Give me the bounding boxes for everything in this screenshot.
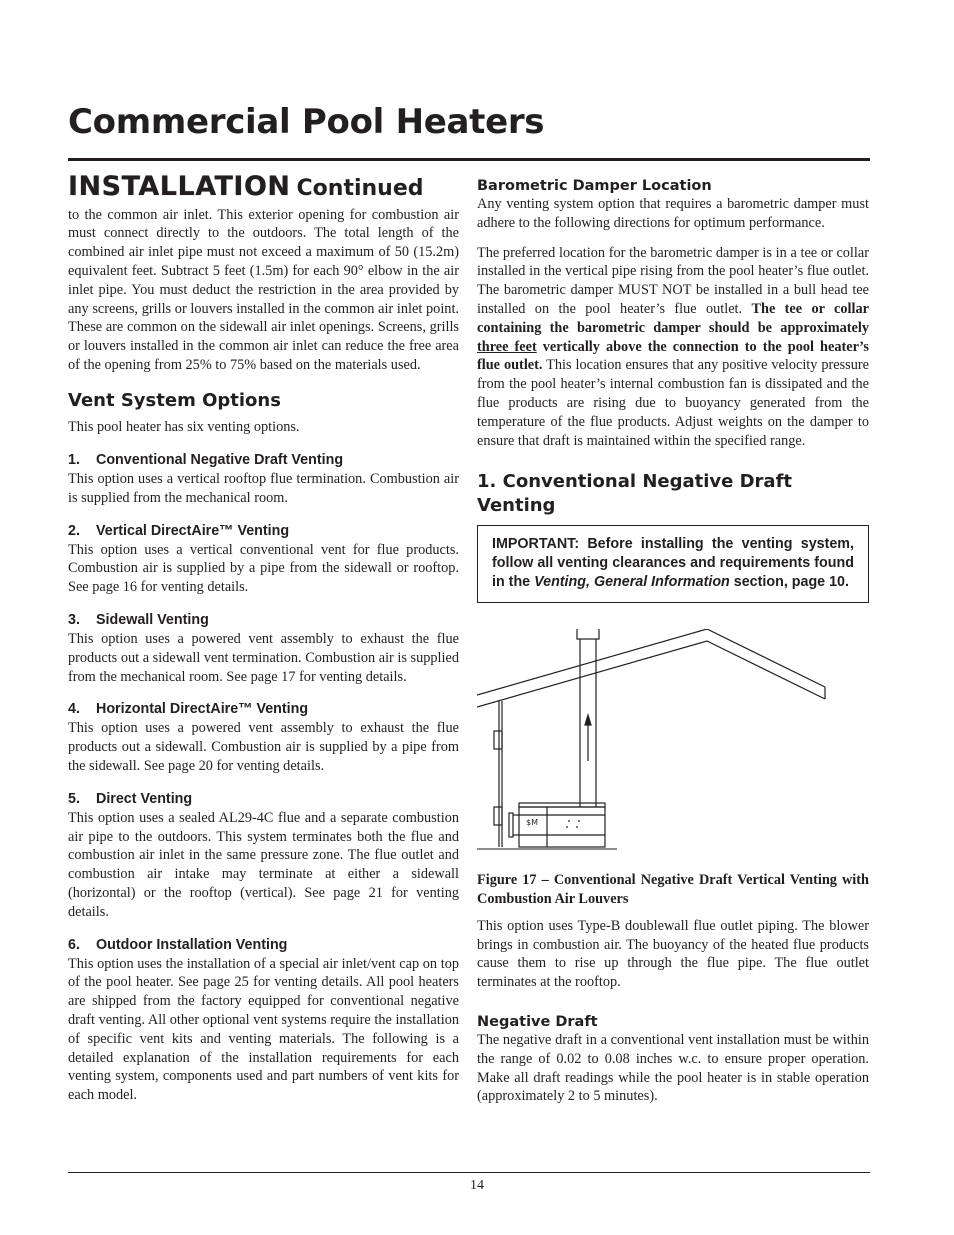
page-number: 14: [470, 1178, 484, 1193]
option-4-body: This option uses a powered vent assembly to exhaust the flue products out a sidewall. Combustion air is supplied by a pipe from the sidewall. See page 20 for venting details.: [68, 720, 459, 775]
roof-outer-line: [477, 629, 825, 695]
option-6-title: 6. Outdoor Installation Venting: [68, 936, 288, 953]
negative-draft-text: The negative draft in a conventional vent installation must be within the range of 0.02 to 0.08 inches w.c. to ensure proper operation. Make all draft readings while the pool heater is in stable operation (approximately 2 to 5 minutes).: [477, 1031, 869, 1105]
option-5-body: This option uses a sealed AL29-4C flue and a separate combustion air pipe to the outdoors. This system terminates both the flue and combustion air inlet in the same pressure zone. The flue outlet and combustion air intake may terminate at either a sidewall (horizontal) or the rooftop (vertical). See page 21 for venting details.: [68, 809, 459, 920]
option-1-body: This option uses a vertical rooftop flue termination. Combustion air is supplied from the mechanical room.: [68, 471, 459, 506]
option-2-title: 2. Vertical DirectAire™ Venting: [68, 522, 290, 539]
roof-inner-line: [477, 641, 825, 707]
page-title: Commercial Pool Heaters: [68, 102, 545, 142]
option-2-body: This option uses a vertical conventional vent for flue products. Combustion air is supplied by a pipe from the sidewall or rooftop. See page 16 for venting details.: [68, 541, 459, 596]
figure-description: This option uses Type-B doublewall flue outlet piping. The blower brings in combustion air. The buoyancy of the heated flue products cause them to rise up through the flue pipe. The flue outlet terminates at the rooftop.: [477, 917, 869, 991]
heater-badge: $M: [526, 818, 538, 828]
section-title: [68, 172, 459, 202]
option-4-title: 4. Horizontal DirectAire™ Venting: [68, 701, 309, 718]
section-title-suffix: Continued: [296, 176, 424, 201]
upper-louver: [494, 731, 502, 749]
option-1-title: 1. Conventional Negative Draft Venting: [68, 452, 344, 469]
vent-cap: [577, 629, 599, 639]
option-5-title: 5. Direct Venting: [68, 790, 193, 807]
conventional-venting-heading: 1. Conventional Negative Draft Venting: [477, 471, 792, 516]
venting-diagram: [477, 629, 869, 853]
important-notice: IMPORTANT: Before installing the venting system, follow all venting clearances and requirements found in the Venting, General Information section, page 10.: [477, 525, 869, 603]
vent-intro: This pool heater has six venting options.: [68, 419, 300, 436]
intro-paragraph: to the common air inlet. This exterior opening for combustion air must connect directly to the outdoors. The total length of the combined air inlet pipe must not exceed a maximum of 50 (15.2m) equivalent feet. Subtract 5 feet (1.5m) for each 90° elbow in the air inlet pipe. You must deduct the restriction in the area provided by any screens, grills or louvers installed in the common air inlet point. These are common on the sidewall air inlet openings. Screens, grills or louvers installed in the common air inlet can reduce the free area of the opening from 25% to 75% based on the materials used.: [68, 206, 459, 374]
lower-louver: [494, 807, 502, 825]
header-rule: [68, 158, 870, 161]
pool-heater-body: [519, 807, 605, 847]
venting-figure: [477, 629, 869, 853]
right-column: [477, 178, 869, 1106]
damper-paragraph-1: Any venting system option that requires a barometric damper must adhere to the following directions for optimum performance.: [477, 196, 869, 231]
section-title-main: INSTALLATION: [68, 171, 291, 202]
footer-rule: [68, 1172, 870, 1173]
option-6-body: This option uses the installation of a special air inlet/vent cap on top of the pool heater. See page 25 for venting details. All pool heaters are shipped from the factory equipped for conventional negative draft venting. All other optional vent systems require the installation of specific vent kits and venting materials. The following is a detailed explanation of the installation requirements for each venting system, components used and part numbers of vent kits for each model.: [68, 955, 459, 1104]
option-3-body: This option uses a powered vent assembly to exhaust the flue products out a sidewall vent termination. Combustion air is supplied from the mechanical room. See page 17 for venting details.: [68, 631, 459, 685]
left-column: [68, 172, 459, 1105]
figure-caption: Figure 17 – Conventional Negative Draft Vertical Venting with Combustion Air Louvers: [477, 872, 869, 907]
negative-draft-heading: Negative Draft: [477, 1013, 598, 1030]
barometric-damper-heading: Barometric Damper Location: [477, 178, 712, 194]
damper-paragraph-2: The preferred location for the barometric damper is in a tee or collar installed in the vertical pipe rising from the pool heater’s flue outlet. The barometric damper MUST NOT be installed in a bull head tee installed on the pool heater’s flue outlet. The tee or collar containing the barometric damper should be approximately three feet vertically above the connection to the pool heater’s flue outlet. This location ensures that any positive velocity pressure from the pool heater’s internal combustion fan is dissipated and the flue products are rising due to buoyancy generated from the temperature of the flue products. Adjust weights on the damper to ensure that draft is maintained within the specified range.: [477, 244, 869, 449]
vent-system-heading: Vent System Options: [68, 389, 281, 411]
option-3-title: 3. Sidewall Venting: [68, 612, 209, 629]
